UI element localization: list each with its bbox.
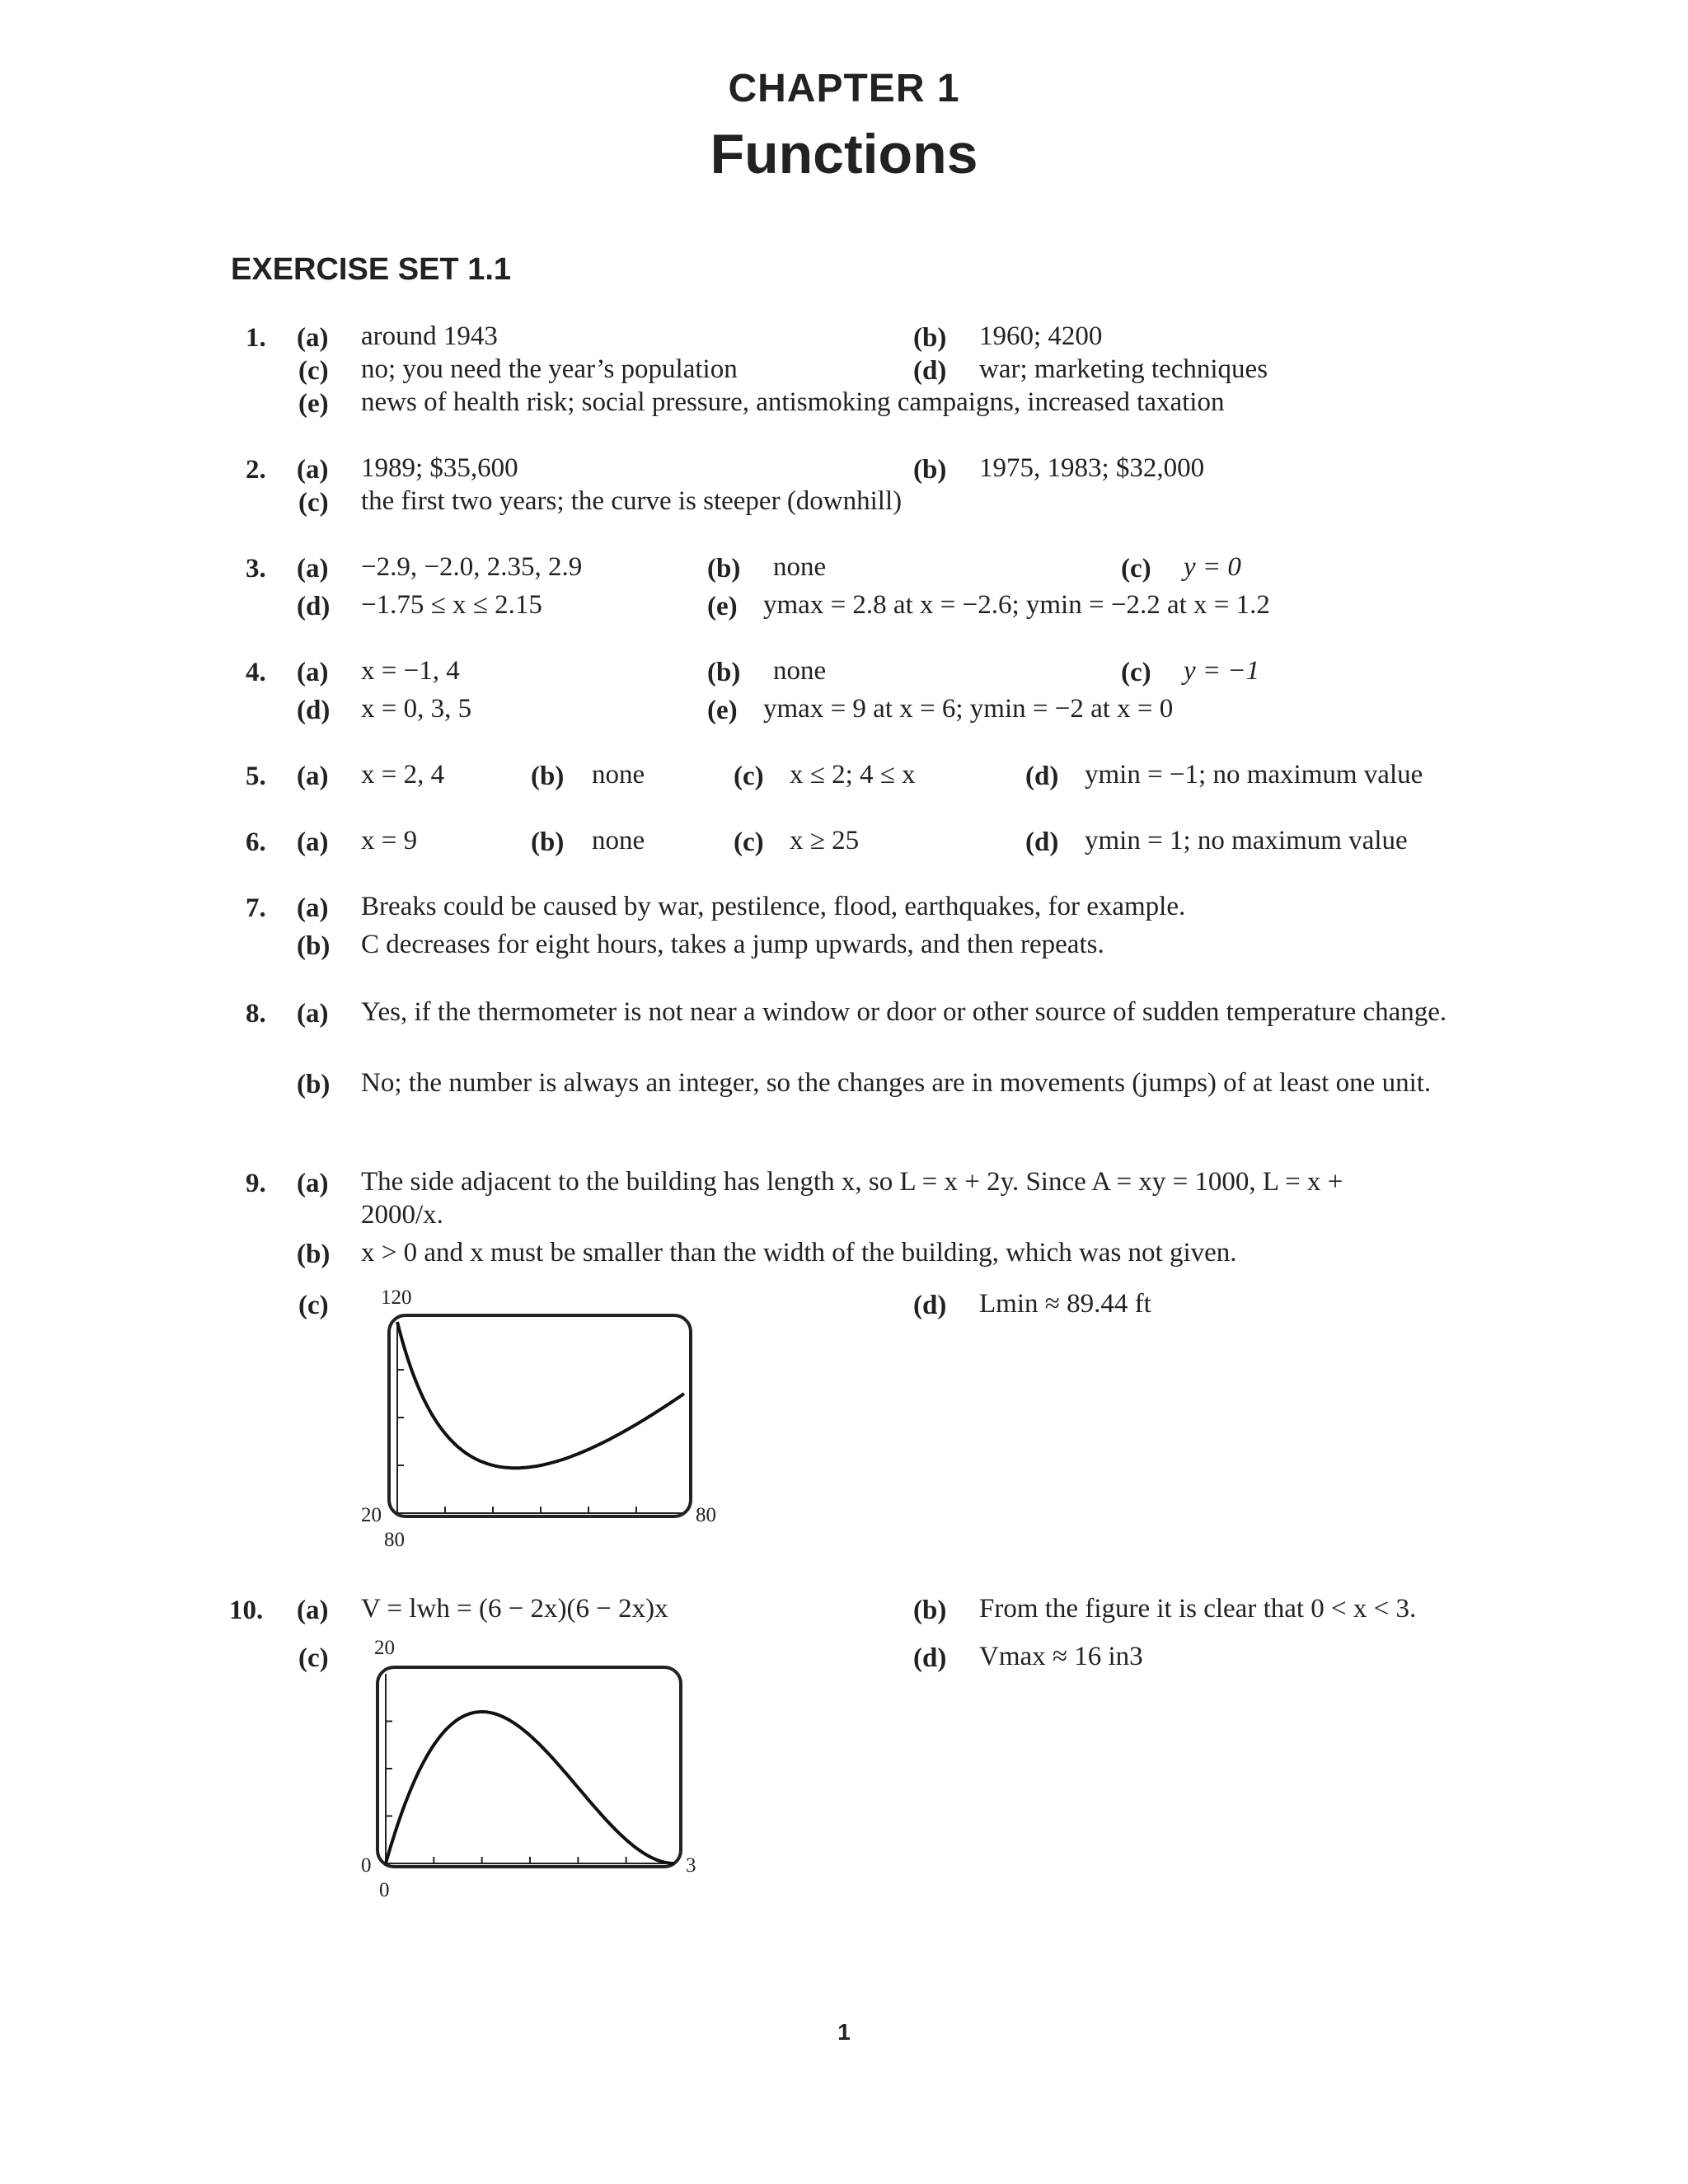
part-label: (b) — [297, 931, 331, 961]
chart-1 — [346, 1286, 725, 1558]
answer-text: Vmax ≈ 16 in3 — [979, 1642, 1143, 1671]
answer-text: 1989; $35,600 — [361, 453, 518, 483]
part-label: (b) — [297, 1240, 331, 1269]
plot-curve — [397, 1322, 684, 1468]
part-label: (d) — [913, 356, 947, 386]
y-min-label: 20 — [361, 1504, 382, 1526]
answer-text: no; you need the year’s population — [361, 354, 738, 384]
chapter-label: CHAPTER 1 — [728, 67, 960, 110]
part-label: (b) — [707, 554, 741, 583]
axis-ticks — [397, 1322, 684, 1513]
answer-text: ymax = 2.8 at x = −2.6; ymin = −2.2 at x = 1.2 — [763, 590, 1270, 620]
part-label: (b) — [531, 827, 565, 857]
answer-text: ymax = 9 at x = 6; ymin = −2 at x = 0 — [763, 694, 1174, 724]
y-max-label: 120 — [381, 1286, 412, 1309]
answer-text: the first two years; the curve is steeper (downhill) — [361, 486, 903, 516]
part-label: (b) — [531, 762, 565, 791]
answer-text: x = 9 — [361, 826, 418, 855]
part-label: (a) — [297, 323, 329, 353]
part-label: (c) — [734, 762, 764, 791]
problem-number: 7. — [246, 893, 266, 923]
answer-text: No; the number is always an integer, so the changes are in movements (jumps) of at least one unit. — [361, 1068, 1432, 1098]
chapter-title: Functions — [710, 123, 978, 185]
part-label: (a) — [297, 827, 329, 857]
x-max-label: 3 — [686, 1854, 696, 1877]
part-label: (a) — [297, 999, 329, 1029]
problem-number: 9. — [246, 1169, 266, 1198]
problem-number: 8. — [246, 999, 266, 1029]
answer-text: ymin = 1; no maximum value — [1085, 826, 1408, 855]
part-label: (d) — [913, 1291, 947, 1320]
plot-frame — [377, 1667, 681, 1867]
answer-text: around 1943 — [361, 321, 498, 351]
part-label: (c) — [1121, 658, 1151, 687]
answer-text: 1960; 4200 — [979, 321, 1103, 351]
part-label: (b) — [707, 658, 741, 687]
part-label: (d) — [1025, 827, 1059, 857]
problem-number: 5. — [246, 762, 266, 791]
part-label: (c) — [298, 1643, 329, 1673]
part-label: (e) — [707, 696, 738, 725]
answer-text: y = −1 — [1184, 656, 1260, 686]
answer-text: war; marketing techniques — [979, 354, 1268, 384]
answer-text: From the figure it is clear that 0 < x < 3. — [979, 1594, 1417, 1624]
part-label: (b) — [297, 1070, 331, 1099]
part-label: (a) — [297, 762, 329, 791]
part-label: (a) — [297, 1169, 329, 1198]
part-label: (b) — [913, 1596, 947, 1625]
problem-number: 2. — [246, 455, 266, 485]
answer-text: none — [773, 656, 827, 686]
part-label: (e) — [707, 592, 738, 621]
answer-text: Lmin ≈ 89.44 ft — [979, 1289, 1151, 1319]
part-label: (d) — [1025, 762, 1059, 791]
answer-text: none — [592, 760, 645, 790]
answer-text: x = 2, 4 — [361, 760, 445, 790]
part-label: (a) — [297, 554, 329, 583]
chart-2 — [346, 1636, 725, 1908]
part-label: (a) — [297, 658, 329, 687]
answer-text: −1.75 ≤ x ≤ 2.15 — [361, 590, 542, 620]
part-label: (c) — [298, 356, 329, 386]
answer-text: none — [773, 552, 827, 582]
part-label: (d) — [913, 1643, 947, 1673]
answer-text: −2.9, −2.0, 2.35, 2.9 — [361, 552, 583, 582]
exercise-set-heading: EXERCISE SET 1.1 — [231, 252, 512, 287]
part-label: (c) — [298, 1291, 329, 1320]
part-label: (c) — [298, 488, 329, 518]
part-label: (a) — [297, 1596, 329, 1625]
part-label: (d) — [297, 696, 331, 725]
answer-text: x ≤ 2; 4 ≤ x — [790, 760, 916, 790]
problem-number: 6. — [246, 827, 266, 857]
problem-number: 4. — [246, 658, 266, 687]
y-min-label: 0 — [361, 1854, 372, 1877]
part-label: (c) — [734, 827, 764, 857]
part-label: (c) — [1121, 554, 1151, 583]
problem-number: 10. — [229, 1596, 264, 1625]
answer-text: 1975, 1983; $32,000 — [979, 453, 1205, 483]
answer-text: y = 0 — [1184, 552, 1241, 582]
answer-text: x > 0 and x must be smaller than the width of the building, which was not given. — [361, 1238, 1237, 1268]
problem-number: 1. — [246, 323, 266, 353]
answer-text: x = −1, 4 — [361, 656, 460, 686]
part-label: (a) — [297, 455, 329, 485]
answer-text: ymin = −1; no maximum value — [1085, 760, 1423, 790]
x-min-label: 80 — [384, 1529, 405, 1551]
y-max-label: 20 — [374, 1637, 395, 1659]
answer-text: V = lwh = (6 − 2x)(6 − 2x)x — [361, 1594, 668, 1624]
part-label: (d) — [297, 592, 331, 621]
part-label: (a) — [297, 893, 329, 923]
part-label: (b) — [913, 323, 947, 353]
answer-text: news of health risk; social pressure, antismoking campaigns, increased taxation — [361, 387, 1225, 417]
answer-text: Breaks could be caused by war, pestilence, flood, earthquakes, for example. — [361, 892, 1186, 921]
part-label: (b) — [913, 455, 947, 485]
plot-curve — [386, 1712, 674, 1863]
answer-text: C decreases for eight hours, takes a jump upwards, and then repeats. — [361, 930, 1104, 959]
answer-text: The side adjacent to the building has length x, so L = x + 2y. Since A = xy = 1000, L = x + 2000/x. — [361, 1167, 1343, 1230]
x-min-label: 0 — [379, 1879, 390, 1901]
part-label: (e) — [298, 389, 329, 419]
answer-text: x = 0, 3, 5 — [361, 694, 472, 724]
answer-text: Yes, if the thermometer is not near a window or door or other source of sudden temperature change. — [361, 997, 1447, 1027]
problem-number: 3. — [246, 554, 266, 583]
page-number: 1 — [837, 2019, 851, 2045]
axis-ticks — [386, 1674, 674, 1863]
x-max-label: 80 — [696, 1504, 716, 1526]
answer-text: x ≥ 25 — [790, 826, 860, 855]
answer-text: none — [592, 826, 645, 855]
